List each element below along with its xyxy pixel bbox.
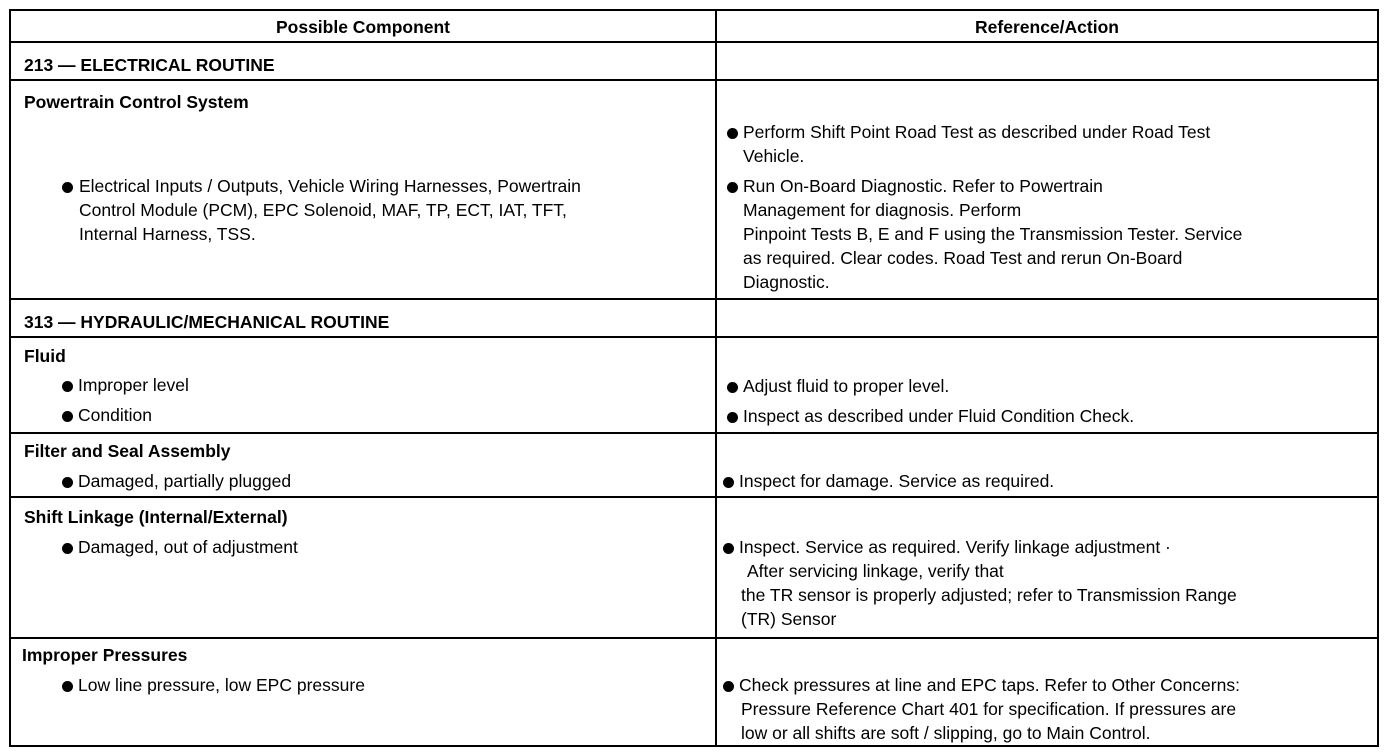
bullet-icon [62,681,73,692]
bullet-icon [62,182,73,193]
action-text: Adjust fluid to proper level. [743,376,950,396]
category-title-pressures: Improper Pressures [22,645,188,665]
bullet-icon [62,543,73,554]
list-item [723,535,1171,559]
bullet-icon [727,412,738,423]
list-item [62,535,298,559]
row-divider [11,298,1377,300]
bullet-icon [727,382,738,393]
action-text-line: Perform Shift Point Road Test as described under Road Test [743,122,1211,142]
component-text-line: Internal Harness, TSS. [79,224,256,244]
row-divider [11,637,1377,639]
diagnostic-table [9,9,1379,747]
list-item [727,174,743,198]
category-title-filter: Filter and Seal Assembly [24,441,231,461]
column-divider [715,11,717,745]
list-item [62,373,189,397]
action-text-line: Run On-Board Diagnostic. Refer to Powertrain [743,176,1103,196]
list-item [727,120,743,144]
list-item [723,469,1054,493]
component-text: Improper level [78,375,189,395]
bullet-icon [723,681,734,692]
bullet-icon [723,543,734,554]
component-text-line: Electrical Inputs / Outputs, Vehicle Wiring Harnesses, Powertrain [79,176,581,196]
action-text-line: Diagnostic. [743,272,830,292]
component-text-line: Control Module (PCM), EPC Solenoid, MAF, TP, ECT, IAT, TFT, [79,200,567,220]
header-possible-component: Possible Component [275,17,451,37]
bullet-icon [62,411,73,422]
action-text-line: After servicing linkage, verify that [747,561,1004,581]
action-text-line: Pinpoint Tests B, E and F using the Transmission Tester. Service [743,224,1243,244]
category-title-linkage: Shift Linkage (Internal/External) [24,507,288,527]
list-item [723,673,1240,697]
header-reference-action: Reference/Action [975,17,1119,37]
list-item [62,174,78,198]
row-divider [11,79,1377,81]
bullet-icon [727,128,738,139]
bullet-icon [727,182,738,193]
list-item [727,404,1134,428]
action-text-line: Inspect. Service as required. Verify linkage adjustment · [739,537,1171,557]
action-text-line: the TR sensor is properly adjusted; refer to Transmission Range [741,585,1237,605]
action-text: Inspect as described under Fluid Condition Check. [743,406,1135,426]
component-text: Damaged, out of adjustment [78,537,298,557]
section-title-electrical: 213 — ELECTRICAL ROUTINE [24,55,275,75]
action-text: Inspect for damage. Service as required. [739,471,1055,491]
list-item [62,403,152,427]
list-item [727,374,949,398]
action-text-line: (TR) Sensor [741,609,837,629]
row-divider [11,432,1377,434]
action-text-line: Management for diagnosis. Perform [743,200,1022,220]
bullet-icon [62,381,73,392]
action-text-line: Vehicle. [743,146,805,166]
list-item [62,469,291,493]
bullet-icon [723,477,734,488]
category-title-powertrain: Powertrain Control System [24,92,249,112]
list-item [62,673,365,697]
component-text: Condition [78,405,152,425]
action-text-line: low or all shifts are soft / slipping, go to Main Control. [741,723,1151,743]
component-text: Damaged, partially plugged [78,471,292,491]
row-divider [11,336,1377,338]
action-text-line: Check pressures at line and EPC taps. Refer to Other Concerns: [739,675,1240,695]
action-text-line: Pressure Reference Chart 401 for specification. If pressures are [741,699,1237,719]
action-text-line: as required. Clear codes. Road Test and rerun On-Board [743,248,1183,268]
row-divider [11,41,1377,43]
category-title-fluid: Fluid [24,346,66,366]
section-title-hydraulic: 313 — HYDRAULIC/MECHANICAL ROUTINE [24,312,390,332]
bullet-icon [62,477,73,488]
row-divider [11,496,1377,498]
component-text: Low line pressure, low EPC pressure [78,675,365,695]
